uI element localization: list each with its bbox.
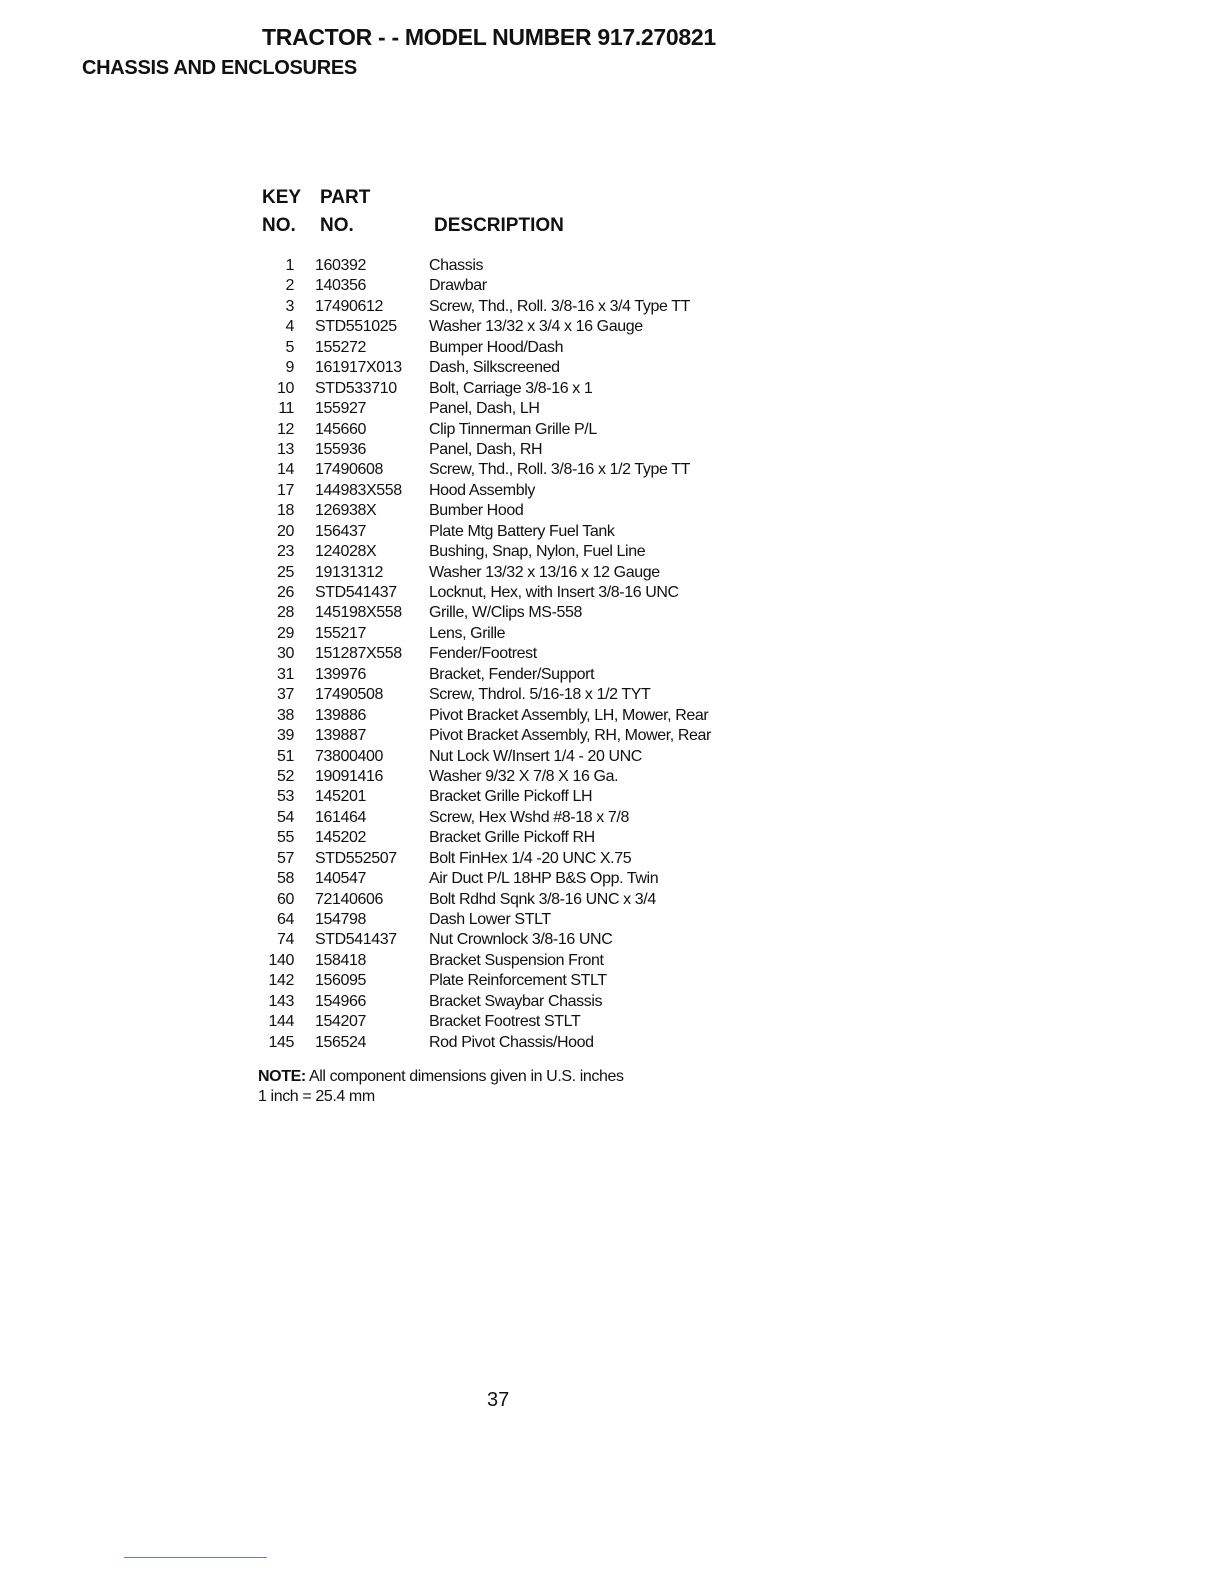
table-row [0,787,1224,807]
key-number: 5 [285,338,294,356]
part-description: Air Duct P/L 18HP B&S Opp. Twin [429,870,659,888]
part-number: 17490612 [315,297,383,315]
part-description: Dash Lower STLT [429,911,551,928]
part-number: 156524 [315,1033,366,1051]
part-description: Washer 9/32 X 7/8 X 16 Ga. [429,767,619,785]
part-number: 140356 [315,277,366,295]
note [258,1067,624,1107]
part-description: Hood Assembly [429,481,535,499]
part-column-header-line2: NO. [320,215,354,236]
key-number: 54 [277,808,294,826]
page-title: TRACTOR - - MODEL NUMBER 917.270821 [262,24,716,50]
table-row [0,849,1224,869]
part-description: Drawbar [429,277,487,295]
part-description: Bracket Suspension Front [429,951,604,969]
key-number: 13 [277,440,294,458]
part-number: 145202 [315,829,366,847]
part-description: Pivot Bracket Assembly, LH, Mower, Rear [429,706,709,724]
part-number: 161464 [315,808,366,826]
section-title: CHASSIS AND ENCLOSURES [82,57,357,79]
table-row [0,399,1224,419]
table-row [0,358,1224,378]
key-number: 31 [277,665,294,683]
part-description: Nut Lock W/Insert 1/4 - 20 UNC [429,747,642,765]
key-number: 29 [277,624,294,642]
part-number: 126938X [315,502,377,520]
key-number: 53 [277,788,294,806]
part-number: 139976 [315,665,366,683]
table-row [0,583,1224,603]
part-description: Bolt, Carriage 3/8-16 x 1 [429,379,593,397]
part-number: 155927 [315,400,366,418]
table-row [0,890,1224,910]
part-description: Bracket Grille Pickoff RH [429,829,595,847]
table-row [0,971,1224,991]
part-number: 154798 [315,911,366,928]
description-column-header: DESCRIPTION [434,215,564,236]
key-number: 140 [268,951,294,969]
key-number: 55 [277,829,294,847]
table-row [0,726,1224,746]
key-number: 2 [285,277,294,295]
part-number: STD552507 [315,849,397,867]
key-number: 26 [277,584,294,601]
part-number: 145201 [315,788,366,806]
part-description: Panel, Dash, LH [429,400,540,418]
key-number: 64 [277,911,294,928]
part-description: Screw, Thdrol. 5/16-18 x 1/2 TYT [429,686,651,704]
key-number: 11 [278,400,294,418]
key-number: 38 [277,706,294,724]
note-conversion: 1 inch = 25.4 mm [258,1088,375,1105]
key-number: 3 [285,297,294,315]
table-row [0,767,1224,787]
part-description: Screw, Thd., Roll. 3/8-16 x 3/4 Type TT [429,297,690,315]
key-number: 25 [277,563,294,581]
part-description: Washer 13/32 x 13/16 x 12 Gauge [429,563,660,581]
footer-rule [124,1557,267,1558]
part-number: 19131312 [315,563,383,581]
key-number: 37 [277,686,294,704]
table-row [0,1033,1224,1053]
part-description: Fender/Footrest [429,645,537,663]
part-description: Bumper Hood/Dash [429,338,564,356]
table-row [0,522,1224,542]
part-number: STD551025 [315,318,397,336]
table-row [0,603,1224,623]
part-number: 155217 [315,624,366,642]
part-description: Chassis [429,257,484,274]
part-number: 155936 [315,440,366,458]
key-number: 143 [268,992,294,1010]
part-description: Pivot Bracket Assembly, RH, Mower, Rear [429,727,711,745]
table-row [0,501,1224,521]
part-number: 19091416 [315,767,383,785]
part-number: 154207 [315,1013,366,1031]
part-description: Lens, Grille [429,624,506,642]
key-number: 17 [277,481,294,499]
table-row [0,460,1224,480]
table-row [0,338,1224,358]
part-number: 161917X013 [315,359,402,377]
part-number: 17490508 [315,686,383,704]
table-row [0,420,1224,440]
part-number: 140547 [315,870,366,888]
key-number: 12 [277,420,294,438]
part-description: Bolt Rdhd Sqnk 3/8-16 UNC x 3/4 [429,890,656,908]
part-number: 145198X558 [315,604,402,622]
key-number: 9 [285,359,294,377]
table-row [0,256,1224,276]
part-description: Clip Tinnerman Grille P/L [429,420,597,438]
part-description: Plate Reinforcement STLT [429,972,607,990]
part-number: 151287X558 [315,645,402,663]
table-row [0,440,1224,460]
table-row [0,276,1224,296]
key-column-header-line1: KEY [262,187,302,208]
key-number: 23 [277,543,294,561]
part-description: Grille, W/Clips MS-558 [429,604,583,622]
key-number: 57 [277,849,294,867]
key-number: 74 [277,931,294,949]
part-description: Screw, Hex Wshd #8-18 x 7/8 [429,808,629,826]
table-row [0,910,1224,930]
key-number: 144 [268,1013,294,1031]
key-number: 39 [277,727,294,745]
table-row [0,706,1224,726]
part-number: 154966 [315,992,366,1010]
table-row [0,481,1224,501]
part-description: Bracket Swaybar Chassis [429,992,603,1010]
page-number: 37 [487,1389,510,1411]
part-number: STD541437 [315,931,397,949]
key-number: 14 [277,461,294,479]
part-number: 145660 [315,420,366,438]
table-row [0,665,1224,685]
table-row [0,542,1224,562]
table-row [0,297,1224,317]
table-row [0,930,1224,950]
part-number: 156095 [315,972,366,990]
key-number: 18 [277,502,294,520]
part-number: 144983X558 [315,481,402,499]
part-description: Bracket, Fender/Support [429,665,595,683]
key-number: 20 [277,522,294,540]
part-number: STD533710 [315,379,397,397]
key-number: 58 [277,870,294,888]
part-description: Screw, Thd., Roll. 3/8-16 x 1/2 Type TT [429,461,690,479]
part-number: 158418 [315,951,366,969]
table-row [0,869,1224,889]
key-number: 28 [277,604,294,622]
part-description: Rod Pivot Chassis/Hood [429,1033,594,1051]
part-number: 124028X [315,543,377,561]
part-description: Nut Crownlock 3/8-16 UNC [429,931,613,949]
part-description: Washer 13/32 x 3/4 x 16 Gauge [429,318,643,336]
part-number: 139886 [315,706,366,724]
key-number: 60 [277,890,294,908]
part-number: 160392 [315,257,366,274]
table-row [0,992,1224,1012]
part-description: Dash, Silkscreened [429,359,560,377]
part-number: 73800400 [315,747,383,765]
parts-list [0,256,1224,1053]
table-row [0,951,1224,971]
part-description: Panel, Dash, RH [429,440,543,458]
table-row [0,379,1224,399]
table-row [0,685,1224,705]
table-row [0,747,1224,767]
table-row [0,1012,1224,1032]
part-number: 72140606 [315,890,383,908]
key-number: 4 [285,318,294,336]
part-description: Bushing, Snap, Nylon, Fuel Line [429,543,646,561]
part-description: Bumber Hood [429,502,524,520]
part-number: 155272 [315,338,366,356]
table-row [0,828,1224,848]
part-number: STD541437 [315,584,397,601]
part-number: 156437 [315,522,366,540]
part-description: Plate Mtg Battery Fuel Tank [429,522,615,540]
table-row [0,808,1224,828]
table-row [0,563,1224,583]
part-number: 17490608 [315,461,383,479]
table-row [0,317,1224,337]
part-description: Bolt FinHex 1/4 -20 UNC X.75 [429,849,632,867]
key-number: 1 [285,257,294,274]
key-number: 51 [277,747,294,765]
key-number: 10 [277,379,294,397]
table-row [0,624,1224,644]
part-description: Locknut, Hex, with Insert 3/8-16 UNC [429,584,679,601]
note-text: All component dimensions given in U.S. inches [308,1068,624,1085]
note-label: NOTE: [258,1068,306,1085]
key-column-header-line2: NO. [262,215,296,236]
part-description: Bracket Footrest STLT [429,1013,581,1031]
key-number: 52 [277,767,294,785]
part-description: Bracket Grille Pickoff LH [429,788,593,806]
part-number: 139887 [315,727,366,745]
part-column-header-line1: PART [320,187,371,208]
key-number: 145 [268,1033,294,1051]
key-number: 142 [268,972,294,990]
key-number: 30 [277,645,294,663]
table-row [0,644,1224,664]
